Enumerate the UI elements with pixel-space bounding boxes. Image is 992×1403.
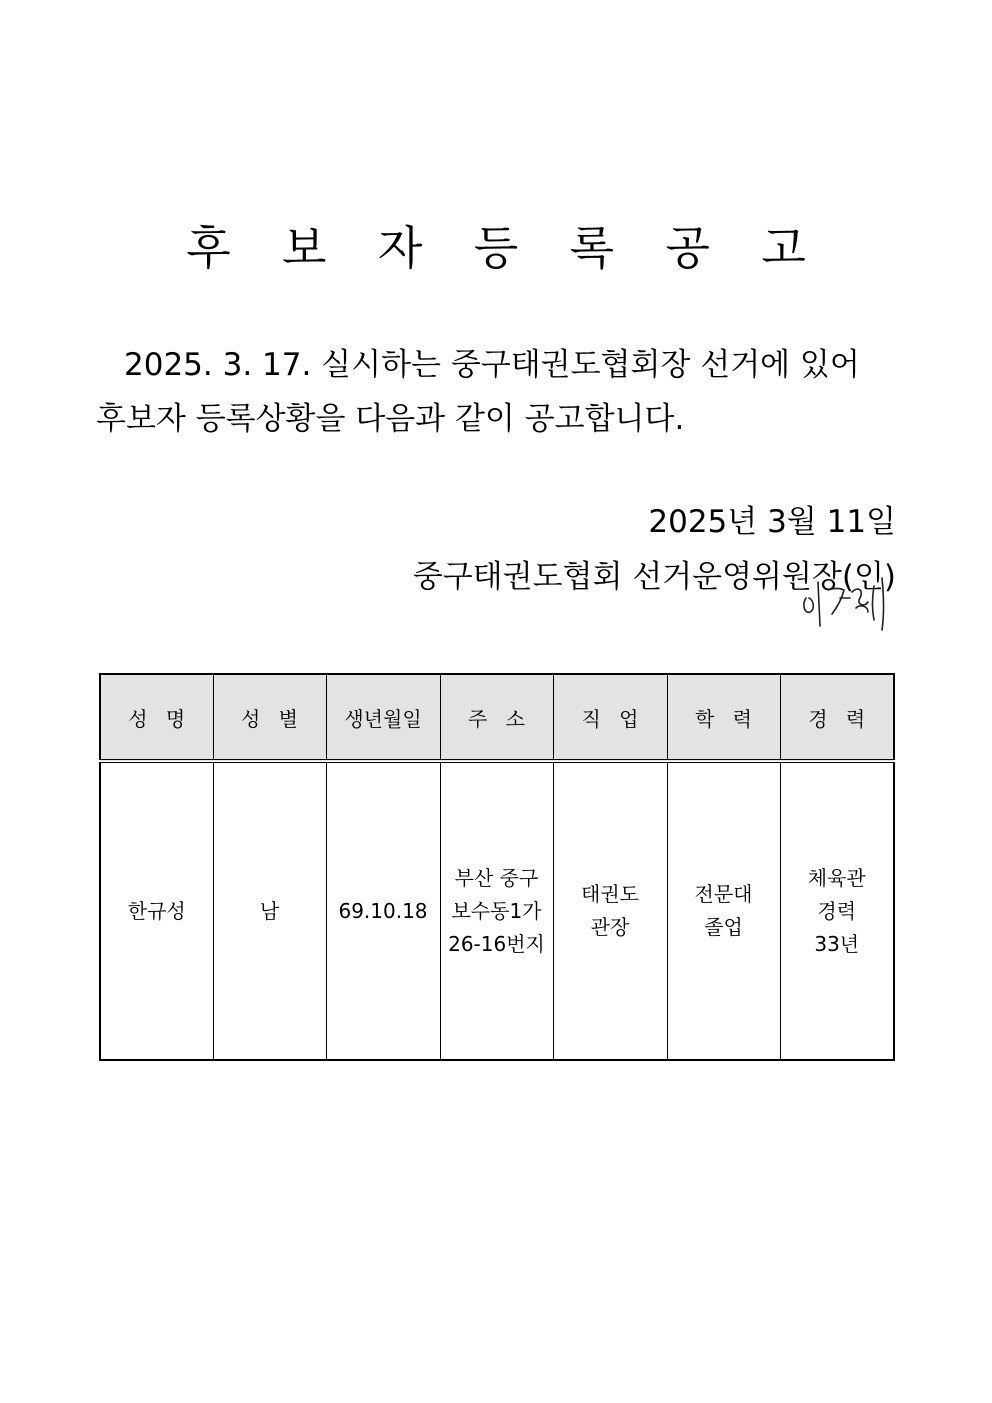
cell-career bbox=[780, 761, 894, 1060]
candidate-table bbox=[99, 673, 895, 1061]
occupation-line: 태권도 bbox=[581, 882, 639, 906]
address-line: 26-16번지 bbox=[448, 931, 545, 956]
career-line: 체육관 bbox=[807, 865, 866, 890]
career-line: 33년 bbox=[814, 931, 860, 956]
intro-line-2: 후보자 등록상황을 다음과 같이 공고합니다. bbox=[96, 401, 685, 437]
signer-title: 중구태권도협회 선거운영위원장(인) bbox=[412, 559, 896, 595]
cell-address bbox=[440, 761, 553, 1060]
cell-gender: 남 bbox=[213, 761, 326, 1060]
handwritten-signature bbox=[798, 568, 898, 638]
cell-name: 한규성 bbox=[100, 761, 213, 1060]
table-row bbox=[100, 761, 894, 1060]
cell-birthdate: 69.10.18 bbox=[326, 761, 440, 1060]
header-gender: 성 별 bbox=[213, 674, 326, 761]
header-birthdate: 생년월일 bbox=[326, 674, 440, 761]
intro-paragraph bbox=[96, 338, 896, 446]
address-line: 보수동1가 bbox=[451, 898, 542, 923]
header-career: 경 력 bbox=[780, 674, 894, 761]
header-education: 학 력 bbox=[667, 674, 780, 761]
table-header-row bbox=[100, 674, 894, 761]
address-line: 부산 중구 bbox=[454, 865, 539, 890]
page-title: 후 보 자 등 록 공 고 bbox=[186, 221, 825, 275]
cell-occupation bbox=[553, 761, 667, 1060]
header-address: 주 소 bbox=[440, 674, 553, 761]
occupation-line: 관장 bbox=[590, 915, 630, 939]
announcement-date: 2025년 3월 11일 bbox=[648, 504, 896, 540]
header-occupation: 직 업 bbox=[553, 674, 667, 761]
career-line: 경력 bbox=[817, 898, 857, 923]
cell-education bbox=[667, 761, 780, 1060]
intro-line-1: 2025. 3. 17. 실시하는 중구태권도협회장 선거에 있어 bbox=[124, 347, 860, 383]
education-line: 졸업 bbox=[704, 915, 743, 939]
education-line: 전문대 bbox=[694, 882, 753, 906]
header-name: 성 명 bbox=[100, 674, 213, 761]
